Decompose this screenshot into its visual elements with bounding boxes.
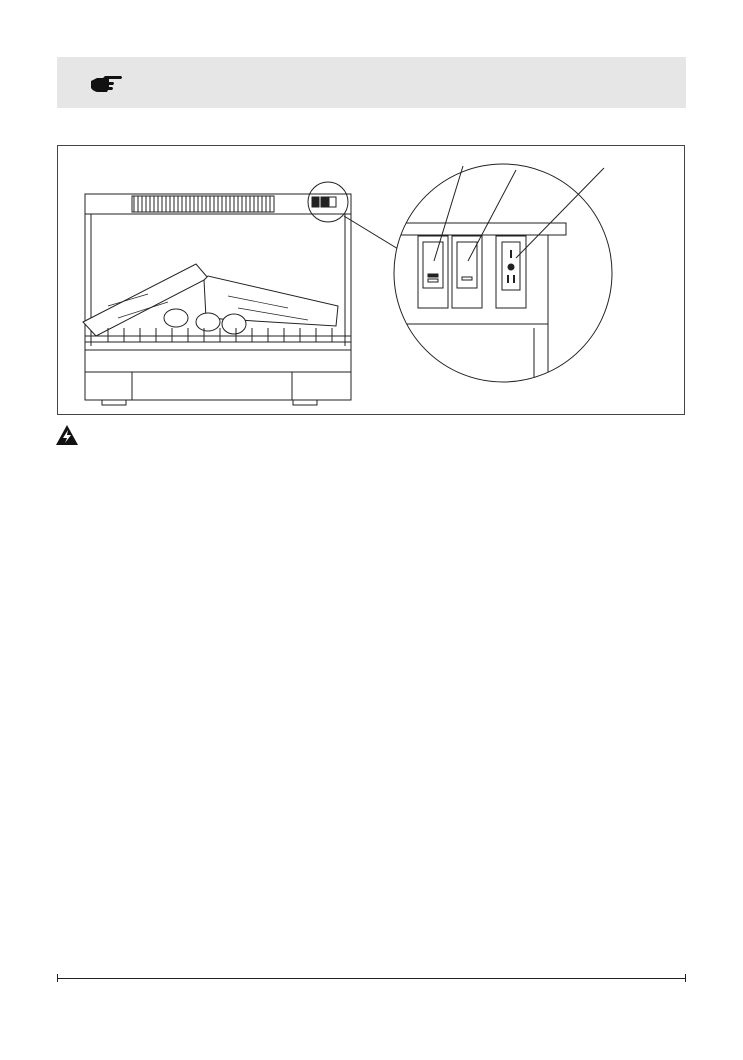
zoom-connector: [344, 216, 403, 252]
footer-tick-left: [57, 974, 58, 982]
pointing-hand-icon: [89, 74, 123, 94]
control-panel-detail: [388, 164, 612, 414]
note-box: [57, 57, 686, 108]
lightning-warning-icon: [55, 424, 79, 446]
fireplace-body: [83, 194, 351, 405]
footer-tick-right: [685, 974, 686, 982]
footer-rule: [57, 978, 686, 979]
figure-frame: [57, 145, 685, 415]
fireplace-illustration: [58, 146, 684, 414]
